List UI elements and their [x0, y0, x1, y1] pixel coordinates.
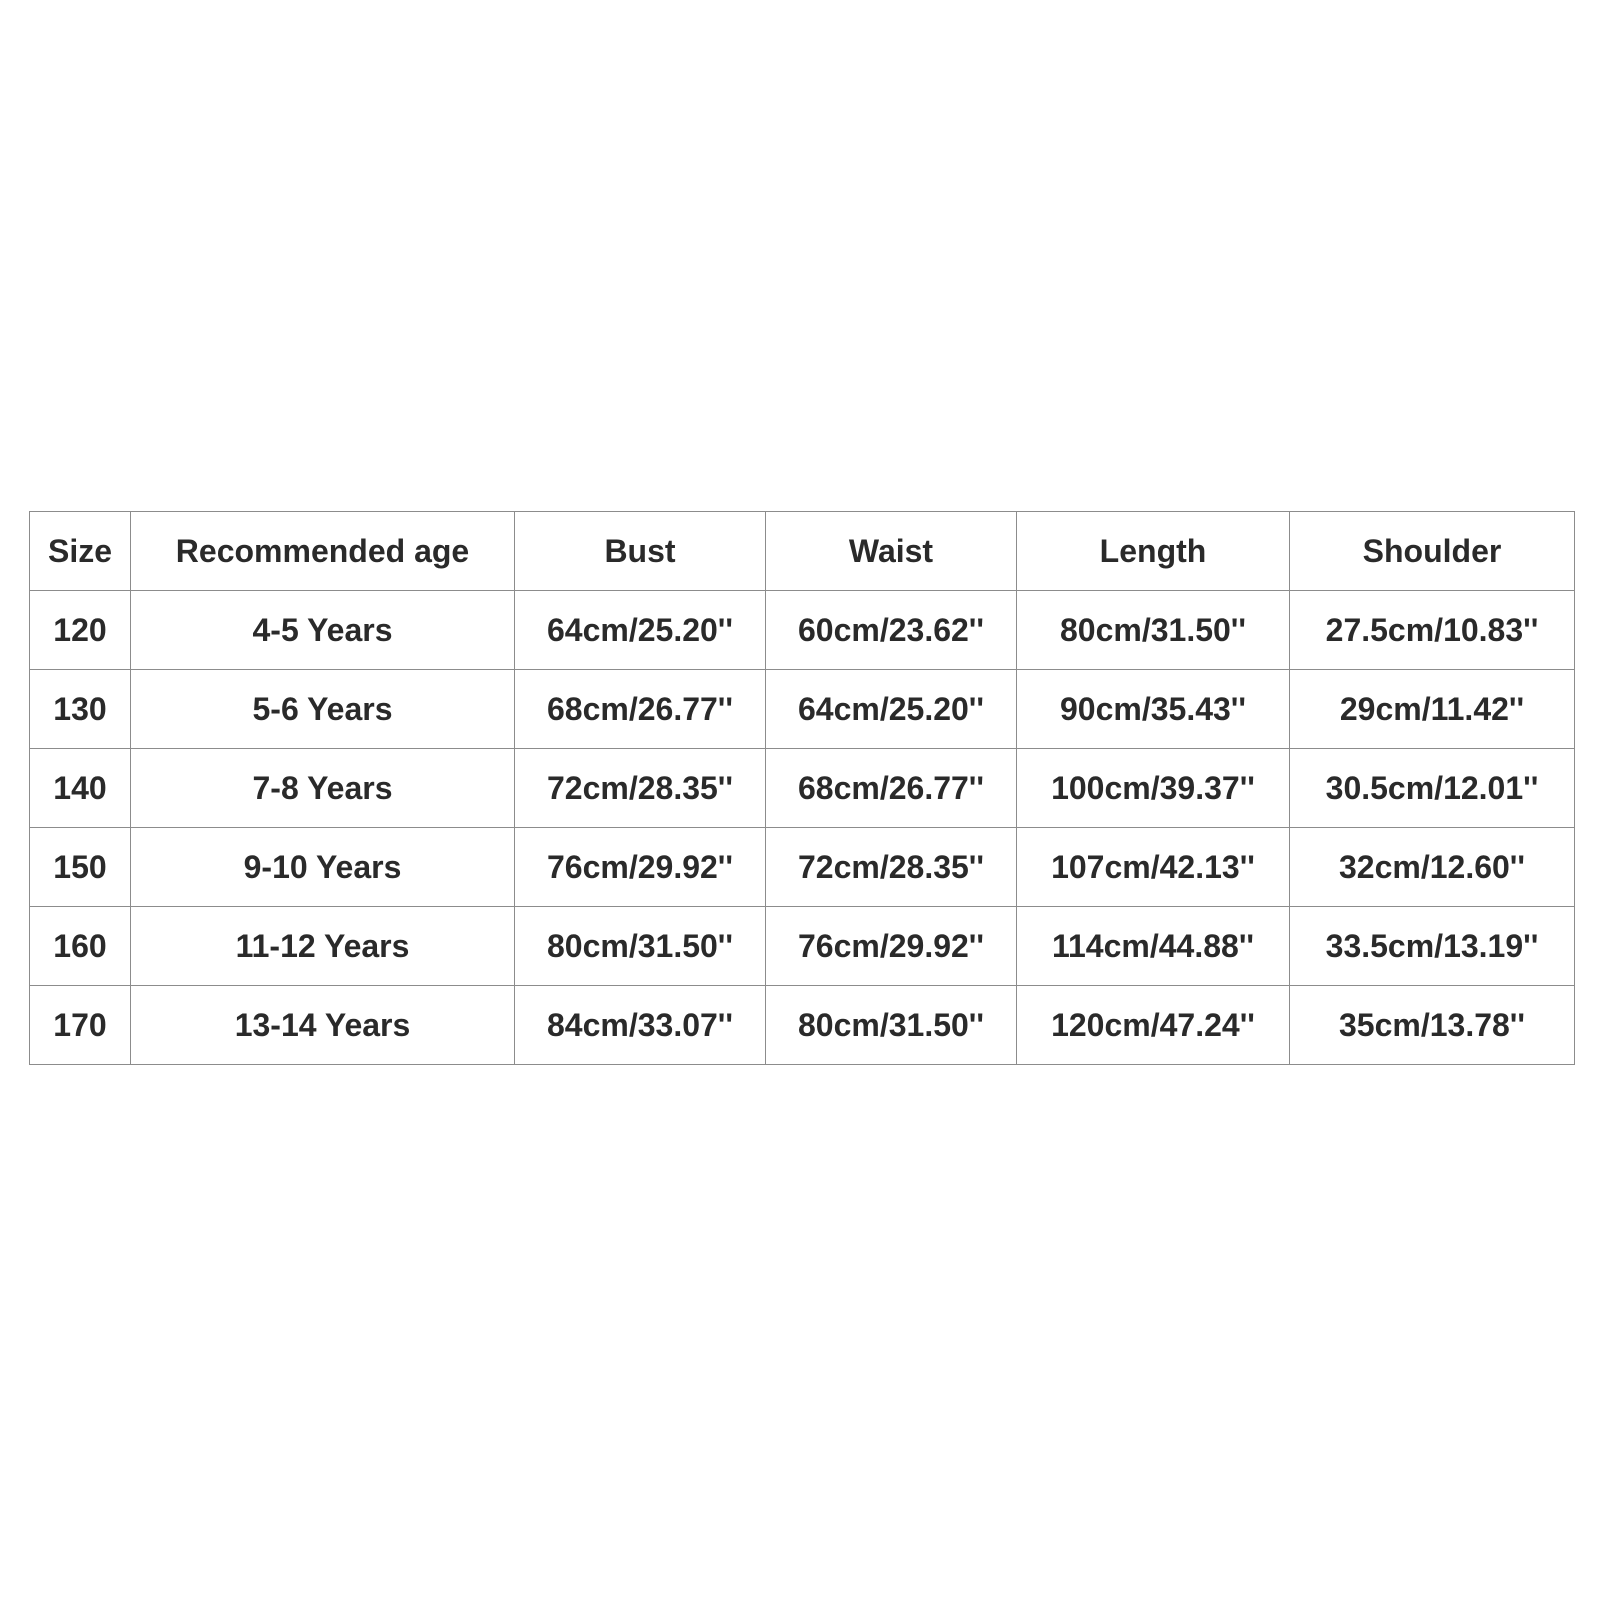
cell-size: 170	[30, 986, 131, 1065]
cell-length: 90cm/35.43''	[1017, 670, 1290, 749]
cell-bust: 72cm/28.35''	[515, 749, 766, 828]
table-row	[30, 749, 1575, 828]
cell-waist: 80cm/31.50''	[766, 986, 1017, 1065]
cell-shoulder: 32cm/12.60''	[1290, 828, 1575, 907]
cell-recommended-age: 7-8 Years	[131, 749, 515, 828]
cell-bust: 76cm/29.92''	[515, 828, 766, 907]
cell-waist: 72cm/28.35''	[766, 828, 1017, 907]
cell-recommended-age: 5-6 Years	[131, 670, 515, 749]
cell-length: 120cm/47.24''	[1017, 986, 1290, 1065]
header-shoulder: Shoulder	[1290, 512, 1575, 591]
cell-size: 140	[30, 749, 131, 828]
cell-shoulder: 35cm/13.78''	[1290, 986, 1575, 1065]
header-size: Size	[30, 512, 131, 591]
cell-size: 150	[30, 828, 131, 907]
table-row	[30, 828, 1575, 907]
header-length: Length	[1017, 512, 1290, 591]
cell-waist: 64cm/25.20''	[766, 670, 1017, 749]
header-recommended-age: Recommended age	[131, 512, 515, 591]
cell-waist: 68cm/26.77''	[766, 749, 1017, 828]
size-chart-table	[29, 511, 1575, 1065]
cell-recommended-age: 9-10 Years	[131, 828, 515, 907]
cell-recommended-age: 11-12 Years	[131, 907, 515, 986]
table-header-row	[30, 512, 1575, 591]
cell-size: 160	[30, 907, 131, 986]
cell-length: 114cm/44.88''	[1017, 907, 1290, 986]
cell-waist: 60cm/23.62''	[766, 591, 1017, 670]
cell-size: 120	[30, 591, 131, 670]
cell-shoulder: 27.5cm/10.83''	[1290, 591, 1575, 670]
header-waist: Waist	[766, 512, 1017, 591]
cell-recommended-age: 4-5 Years	[131, 591, 515, 670]
cell-shoulder: 33.5cm/13.19''	[1290, 907, 1575, 986]
header-bust: Bust	[515, 512, 766, 591]
table-row	[30, 591, 1575, 670]
cell-shoulder: 30.5cm/12.01''	[1290, 749, 1575, 828]
table-row	[30, 670, 1575, 749]
cell-shoulder: 29cm/11.42''	[1290, 670, 1575, 749]
cell-bust: 80cm/31.50''	[515, 907, 766, 986]
cell-size: 130	[30, 670, 131, 749]
cell-bust: 84cm/33.07''	[515, 986, 766, 1065]
cell-bust: 68cm/26.77''	[515, 670, 766, 749]
cell-length: 107cm/42.13''	[1017, 828, 1290, 907]
cell-waist: 76cm/29.92''	[766, 907, 1017, 986]
table-row	[30, 907, 1575, 986]
cell-length: 100cm/39.37''	[1017, 749, 1290, 828]
cell-length: 80cm/31.50''	[1017, 591, 1290, 670]
table-row	[30, 986, 1575, 1065]
cell-recommended-age: 13-14 Years	[131, 986, 515, 1065]
cell-bust: 64cm/25.20''	[515, 591, 766, 670]
